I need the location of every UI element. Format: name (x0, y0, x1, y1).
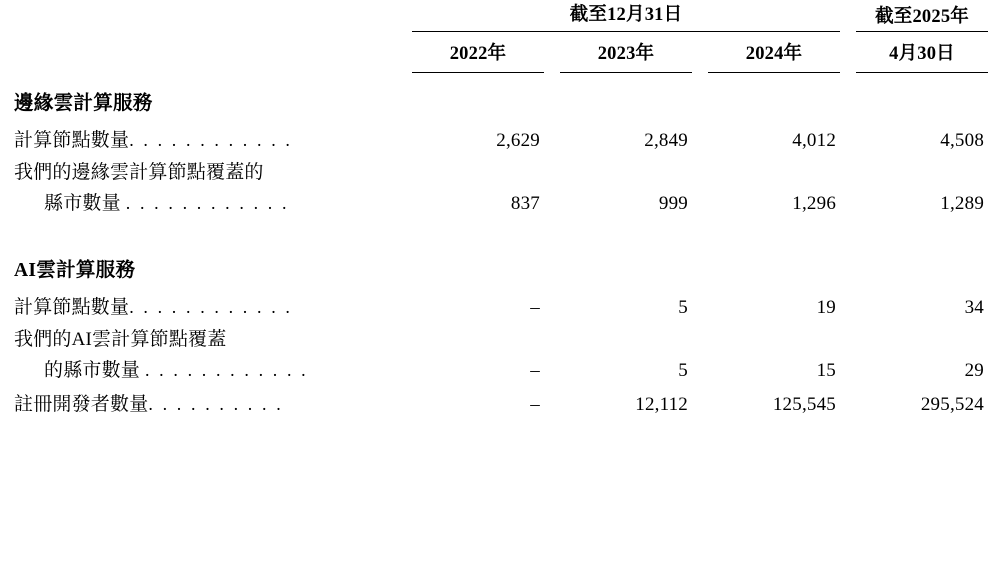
row-label-cell (14, 184, 404, 218)
cell-value (848, 155, 996, 184)
section-gap (14, 218, 996, 240)
cell-value (404, 322, 552, 351)
cell-value: 19 (816, 296, 837, 318)
leader-dots: . . . . . . . . . . . . (125, 192, 290, 213)
table-row (14, 184, 996, 218)
row-label-text: 的縣市數量 (44, 359, 141, 381)
section-title-row (14, 240, 996, 288)
table-row (14, 385, 996, 419)
row-label-text: 計算節點數量 (14, 129, 130, 151)
cell-value: 29 (964, 359, 985, 381)
leader-dots: . . . . . . . . . . . . (144, 359, 309, 380)
cell-value (700, 322, 848, 351)
section-title-row (14, 73, 996, 121)
cell-value: – (530, 393, 540, 415)
cell-value: 125,545 (772, 393, 837, 415)
header-group-row (14, 0, 996, 31)
cell-value: 5 (678, 296, 688, 318)
cell-value: 1,289 (940, 192, 985, 214)
cell-value: 837 (510, 192, 540, 214)
cell-value: – (530, 296, 540, 318)
header-year-2024: 2024年 (745, 44, 803, 64)
row-label-cell (14, 351, 404, 385)
leader-dots: . . . . . . . . . . (148, 393, 284, 414)
financial-metrics-table (14, 0, 996, 419)
cell-value: 4,508 (940, 129, 985, 151)
table-row (14, 322, 996, 351)
table-row (14, 351, 996, 385)
cell-value: 4,012 (792, 129, 837, 151)
header-right-label-line1: 截至2025年 (875, 7, 969, 27)
header-year-row (14, 32, 996, 72)
section-title-edge-cloud: 邊緣雲計算服務 (14, 93, 153, 114)
cell-value: 2,629 (496, 129, 540, 151)
row-label-cell (14, 288, 404, 322)
cell-value: 15 (816, 359, 837, 381)
table-row (14, 155, 996, 184)
row-label-cell (14, 155, 404, 184)
cell-value: 999 (658, 192, 688, 214)
row-label-cell (14, 322, 404, 351)
cell-value (700, 155, 848, 184)
leader-dots: . . . . . . . . . . . . (129, 296, 293, 317)
cell-value: 5 (678, 359, 688, 381)
header-year-empty (14, 32, 404, 72)
header-year-2023: 2023年 (597, 44, 655, 64)
cell-value (404, 155, 552, 184)
header-year-2022: 2022年 (449, 44, 507, 64)
cell-value (848, 322, 996, 351)
cell-value: 12,112 (635, 393, 688, 415)
cell-value: 1,296 (792, 192, 837, 214)
header-right-label-line2: 4月30日 (889, 44, 955, 64)
cell-value: 34 (964, 296, 985, 318)
row-label-cell (14, 121, 404, 155)
header-empty-cell (14, 0, 404, 31)
leader-dots: . . . . . . . . . . . . (129, 129, 293, 150)
cell-value: 295,524 (920, 393, 985, 415)
table-row (14, 288, 996, 322)
cell-value (552, 155, 700, 184)
table-row (14, 121, 996, 155)
section-gap-cell (14, 218, 996, 240)
cell-value: – (530, 359, 540, 381)
cell-value: 2,849 (644, 129, 688, 151)
row-label-text: 註冊開發者數量 (14, 393, 149, 415)
row-label-text: 我們的邊緣雲計算節點覆蓋的 (14, 162, 264, 183)
row-label-cell (14, 385, 404, 419)
header-group-label: 截至12月31日 (569, 5, 683, 25)
row-label-text: 我們的AI雲計算節點覆蓋 (14, 329, 227, 350)
row-label-text: 縣市數量 (44, 192, 121, 214)
cell-value (552, 322, 700, 351)
row-label-text: 計算節點數量 (14, 296, 130, 318)
section-title-ai-cloud: AI雲計算服務 (14, 260, 136, 281)
